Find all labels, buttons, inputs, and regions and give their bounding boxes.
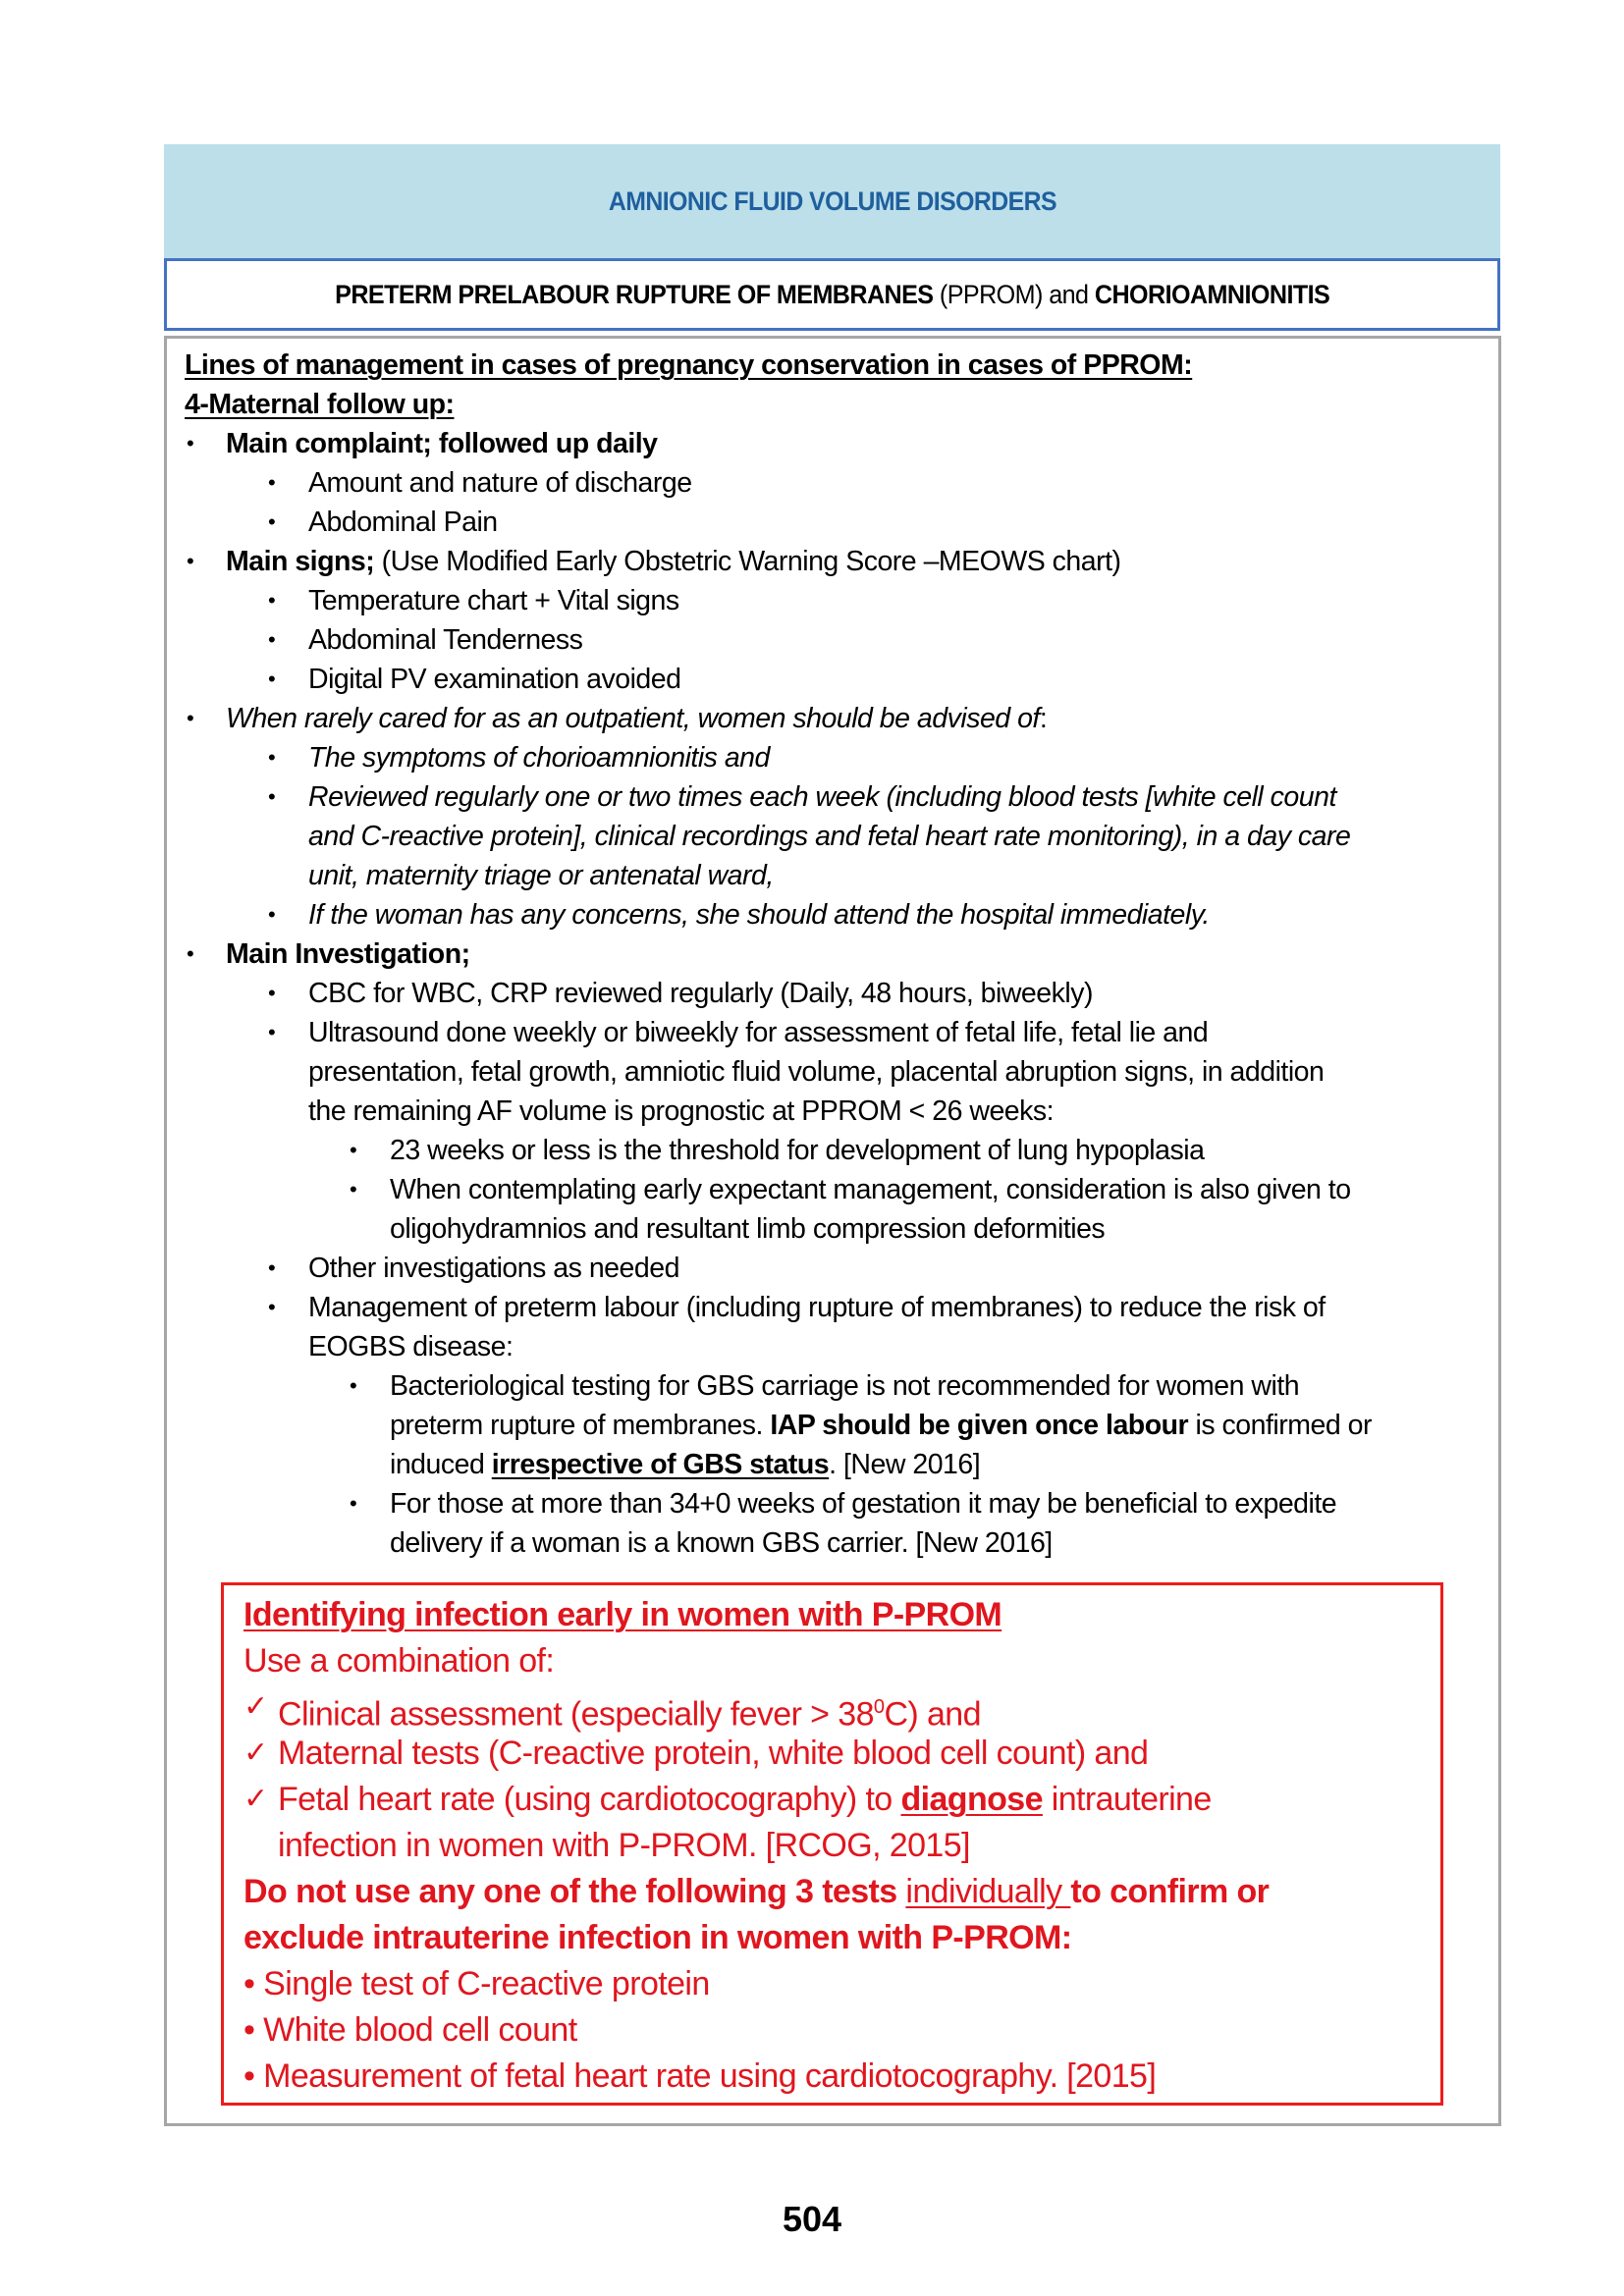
text: induced — [390, 1449, 492, 1480]
text: C) and — [884, 1695, 981, 1734]
list-item: For those at more than 34+0 weeks of gestation it may be beneficial to expedite — [390, 1488, 1337, 1520]
bullet-icon: • — [268, 1255, 276, 1280]
checkmark-icon: ✓ — [244, 1690, 269, 1723]
bullet-icon: • — [268, 588, 276, 613]
list-item-continuation: the remaining AF volume is prognostic at PPROM < 26 weeks: — [308, 1095, 1055, 1127]
complaint-label: Main complaint; followed up daily — [226, 428, 658, 459]
text: to confirm or — [1070, 1873, 1270, 1910]
text: is confirmed or — [1188, 1410, 1372, 1441]
superscript: 0 — [873, 1696, 885, 1718]
outpatient-label: When rarely cared for as an outpatient, women should be advised of — [226, 703, 1040, 734]
investigation-label: Main Investigation; — [226, 938, 470, 970]
list-item: Amount and nature of discharge — [308, 467, 692, 499]
list-item-continuation: oligohydramnios and resultant limb compression deformities — [390, 1213, 1106, 1245]
checkmark-icon: ✓ — [244, 1783, 269, 1815]
list-item: The symptoms of chorioamnionitis and — [308, 742, 770, 774]
bullet-icon: • — [268, 902, 276, 927]
list-item-continuation: and C-reactive protein], clinical recordings and fetal heart rate monitoring), in a day care — [308, 821, 1351, 852]
list-item: Abdominal Pain — [308, 507, 498, 538]
list-item-continuation: delivery if a woman is a known GBS carrier. [New 2016] — [390, 1527, 1053, 1559]
section-title: AMNIONIC FLUID VOLUME DISORDERS — [608, 186, 1056, 216]
outpatient-line — [226, 699, 1047, 738]
check-item: Maternal tests (C-reactive protein, white blood cell count) and — [278, 1735, 1149, 1772]
text: intrauterine — [1042, 1781, 1212, 1818]
emphasis: IAP should be given once labour — [770, 1410, 1189, 1441]
signs-note: (Use Modified Early Obstetric Warning Score –MEOWS chart) — [374, 546, 1121, 577]
test-item: • Single test of C-reactive protein — [244, 1965, 710, 2002]
list-item: CBC for WBC, CRP reviewed regularly (Daily, 48 hours, biweekly) — [308, 978, 1093, 1009]
alert-warning-continuation: exclude intrauterine infection in women with P-PROM: — [244, 1919, 1072, 1956]
bullet-icon: • — [268, 509, 276, 534]
list-item-continuation: unit, maternity triage or antenatal ward, — [308, 860, 774, 891]
checkmark-icon: ✓ — [244, 1736, 269, 1769]
check-item-continuation: infection in women with P-PROM. [RCOG, 2015] — [278, 1827, 970, 1864]
list-item: Other investigations as needed — [308, 1253, 679, 1284]
emphasis: diagnose — [900, 1781, 1043, 1818]
colon: : — [1039, 703, 1048, 734]
text: . [New 2016] — [829, 1449, 981, 1480]
list-item: Management of preterm labour (including rupture of membranes) to reduce the risk of — [308, 1292, 1326, 1323]
bullet-icon: • — [187, 549, 194, 573]
bullet-icon: • — [268, 627, 276, 652]
content-heading: Lines of management in cases of pregnancy conservation in cases of PPROM: — [185, 349, 1193, 381]
list-item: Abdominal Tenderness — [308, 624, 583, 656]
alert-intro: Use a combination of: — [244, 1642, 555, 1680]
alert-title: Identifying infection early in women with P-PROM — [244, 1596, 1002, 1633]
bullet-icon: • — [268, 1295, 276, 1319]
topic-title-second: CHORIOAMNIONITIS — [1094, 279, 1330, 309]
text: preterm rupture of membranes. — [390, 1410, 771, 1441]
content-subheading: 4-Maternal follow up: — [185, 389, 455, 420]
alert-warning — [244, 1869, 1269, 1914]
bullet-icon: • — [187, 431, 194, 455]
bullet-icon: • — [187, 941, 194, 966]
topic-title-main: PRETERM PRELABOUR RUPTURE OF MEMBRANES — [334, 279, 934, 309]
list-item-continuation: presentation, fetal growth, amniotic fluid volume, placental abruption signs, in addition — [308, 1056, 1325, 1088]
test-item: • Measurement of fetal heart rate using cardiotocography. [2015] — [244, 2057, 1157, 2095]
text: Do not use any one of the following 3 tests — [244, 1873, 906, 1910]
list-item-continuation: EOGBS disease: — [308, 1331, 514, 1362]
bullet-icon: • — [268, 667, 276, 691]
section-banner — [164, 144, 1500, 258]
list-item: Bacteriological testing for GBS carriage is not recommended for women with — [390, 1370, 1300, 1402]
list-item: If the woman has any concerns, she should attend the hospital immediately. — [308, 899, 1210, 931]
test-item: • White blood cell count — [244, 2011, 577, 2049]
list-item-continuation — [390, 1406, 1372, 1445]
emphasis: irrespective of GBS status — [491, 1449, 830, 1480]
bullet-icon: • — [350, 1138, 357, 1162]
page-number: 504 — [782, 2199, 842, 2239]
topic-title-box — [164, 258, 1500, 331]
bullet-icon: • — [268, 784, 276, 809]
check-item — [278, 1684, 981, 1736]
emphasis: individually — [905, 1873, 1071, 1910]
list-item: Reviewed regularly one or two times each week (including blood tests [white cell count — [308, 781, 1336, 813]
bullet-icon: • — [350, 1491, 357, 1516]
signs-label: Main signs; — [226, 546, 375, 577]
bullet-icon: • — [187, 706, 194, 730]
text: Fetal heart rate (using cardiotocography) to — [278, 1781, 901, 1818]
check-item — [278, 1777, 1212, 1822]
topic-title-connector: (PPROM) and — [933, 279, 1095, 309]
bullet-icon: • — [268, 1020, 276, 1044]
list-item: Ultrasound done weekly or biweekly for assessment of fetal life, fetal lie and — [308, 1017, 1209, 1048]
text: Clinical assessment (especially fever > 38 — [278, 1695, 874, 1734]
bullet-icon: • — [268, 981, 276, 1005]
topic-title — [335, 280, 1329, 310]
list-item: Temperature chart + Vital signs — [308, 585, 679, 616]
list-item: Digital PV examination avoided — [308, 664, 681, 695]
list-item: When contemplating early expectant management, consideration is also given to — [390, 1174, 1351, 1205]
signs-line — [226, 542, 1121, 581]
list-item: 23 weeks or less is the threshold for development of lung hypoplasia — [390, 1135, 1205, 1166]
bullet-icon: • — [350, 1373, 357, 1398]
bullet-icon: • — [350, 1177, 357, 1201]
bullet-icon: • — [268, 470, 276, 495]
list-item-continuation — [390, 1445, 980, 1484]
bullet-icon: • — [268, 745, 276, 770]
